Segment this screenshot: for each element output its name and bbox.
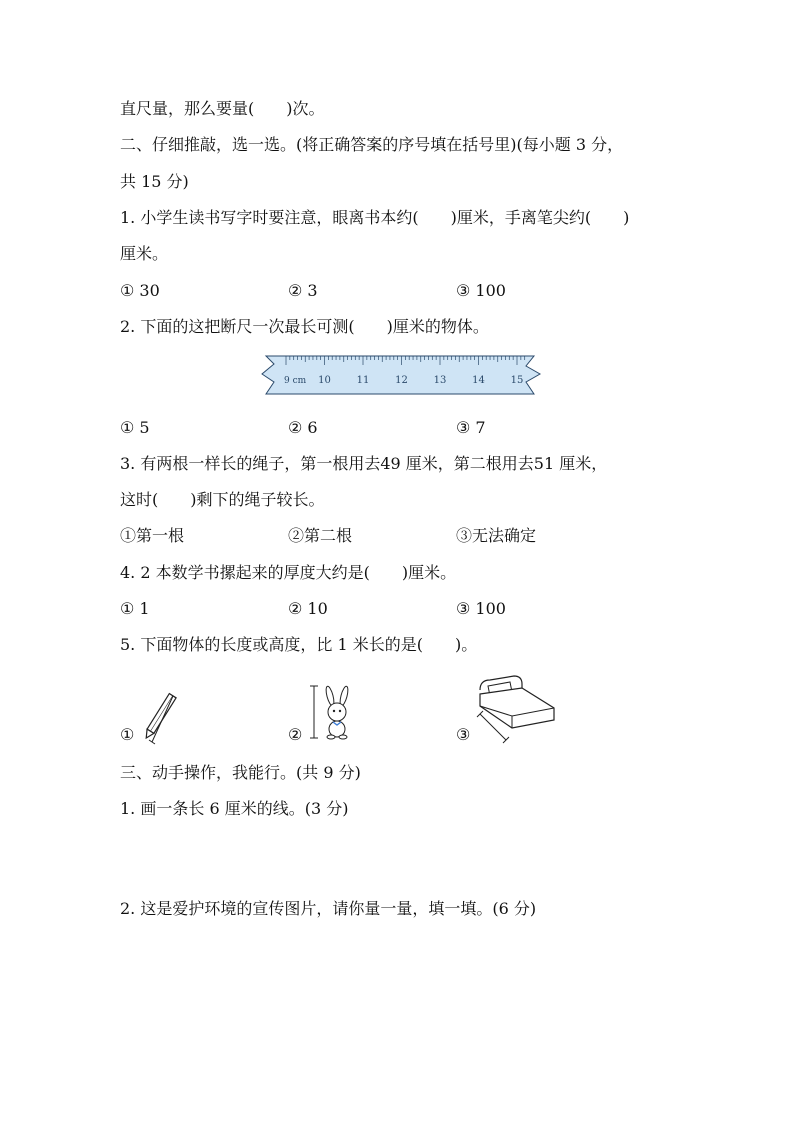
bunny-icon xyxy=(306,682,356,742)
q1-text-cont: 厘米。 xyxy=(120,244,169,263)
q5-option-1[interactable]: ① xyxy=(120,725,135,744)
q1-option-3[interactable]: ③ 100 xyxy=(456,281,506,300)
bed-icon xyxy=(474,672,556,744)
q3-text-cont: 这时( )剩下的绳子较长。 xyxy=(120,490,325,509)
q2-option-1[interactable]: ① 5 xyxy=(120,418,150,437)
ruler-tick-label: 10 xyxy=(318,375,331,386)
q4-text: 4. 2 本数学书摞起来的厚度大约是( )厘米。 xyxy=(120,563,457,582)
q-prev-continuation: 直尺量，那么要量( )次。 xyxy=(120,99,325,118)
ruler-tick-label: 13 xyxy=(433,375,447,386)
ruler-tick-label: 11 xyxy=(356,375,370,386)
q3-option-1[interactable]: ①第一根 xyxy=(120,526,185,545)
q5-option-3[interactable]: ③ xyxy=(456,725,471,744)
q3-option-3[interactable]: ③无法确定 xyxy=(456,526,537,545)
section2-title-cont: 共 15 分) xyxy=(120,172,189,191)
q2-text: 2. 下面的这把断尺一次最长可测( )厘米的物体。 xyxy=(120,317,489,336)
q5-option-2[interactable]: ② xyxy=(288,725,303,744)
s3-q2-text: 2. 这是爱护环境的宣传图片，请你量一量，填一填。(6 分) xyxy=(120,899,537,918)
ruler-tick-label: 12 xyxy=(395,375,408,386)
q5-text: 5. 下面物体的长度或高度，比 1 米长的是( )。 xyxy=(120,635,478,654)
s3-q1-text: 1. 画一条长 6 厘米的线。(3 分) xyxy=(120,799,349,818)
q1-option-1[interactable]: ① 30 xyxy=(120,281,160,300)
broken-ruler-figure xyxy=(258,352,542,398)
q3-option-2[interactable]: ②第二根 xyxy=(288,526,353,545)
q1-text: 1. 小学生读书写字时要注意，眼离书本约( )厘米，手离笔尖约( ) xyxy=(120,208,630,227)
q4-option-1[interactable]: ① 1 xyxy=(120,599,150,618)
q3-text: 3. 有两根一样长的绳子，第一根用去49 厘米，第二根用去51 厘米， xyxy=(120,454,608,473)
section2-title: 二、仔细推敲，选一选。(将正确答案的序号填在括号里)(每小题 3 分， xyxy=(120,135,624,154)
pencil-icon xyxy=(140,688,184,746)
q4-option-2[interactable]: ② 10 xyxy=(288,599,328,618)
q4-option-3[interactable]: ③ 100 xyxy=(456,599,506,618)
ruler-tick-label: 14 xyxy=(472,375,485,386)
ruler-tick-label: 15 xyxy=(510,375,524,386)
section3-title: 三、动手操作，我能行。(共 9 分) xyxy=(120,763,361,782)
q1-option-2[interactable]: ② 3 xyxy=(288,281,318,300)
q2-option-2[interactable]: ② 6 xyxy=(288,418,318,437)
ruler-unit-label: 9 cm xyxy=(284,376,307,386)
q2-option-3[interactable]: ③ 7 xyxy=(456,418,486,437)
